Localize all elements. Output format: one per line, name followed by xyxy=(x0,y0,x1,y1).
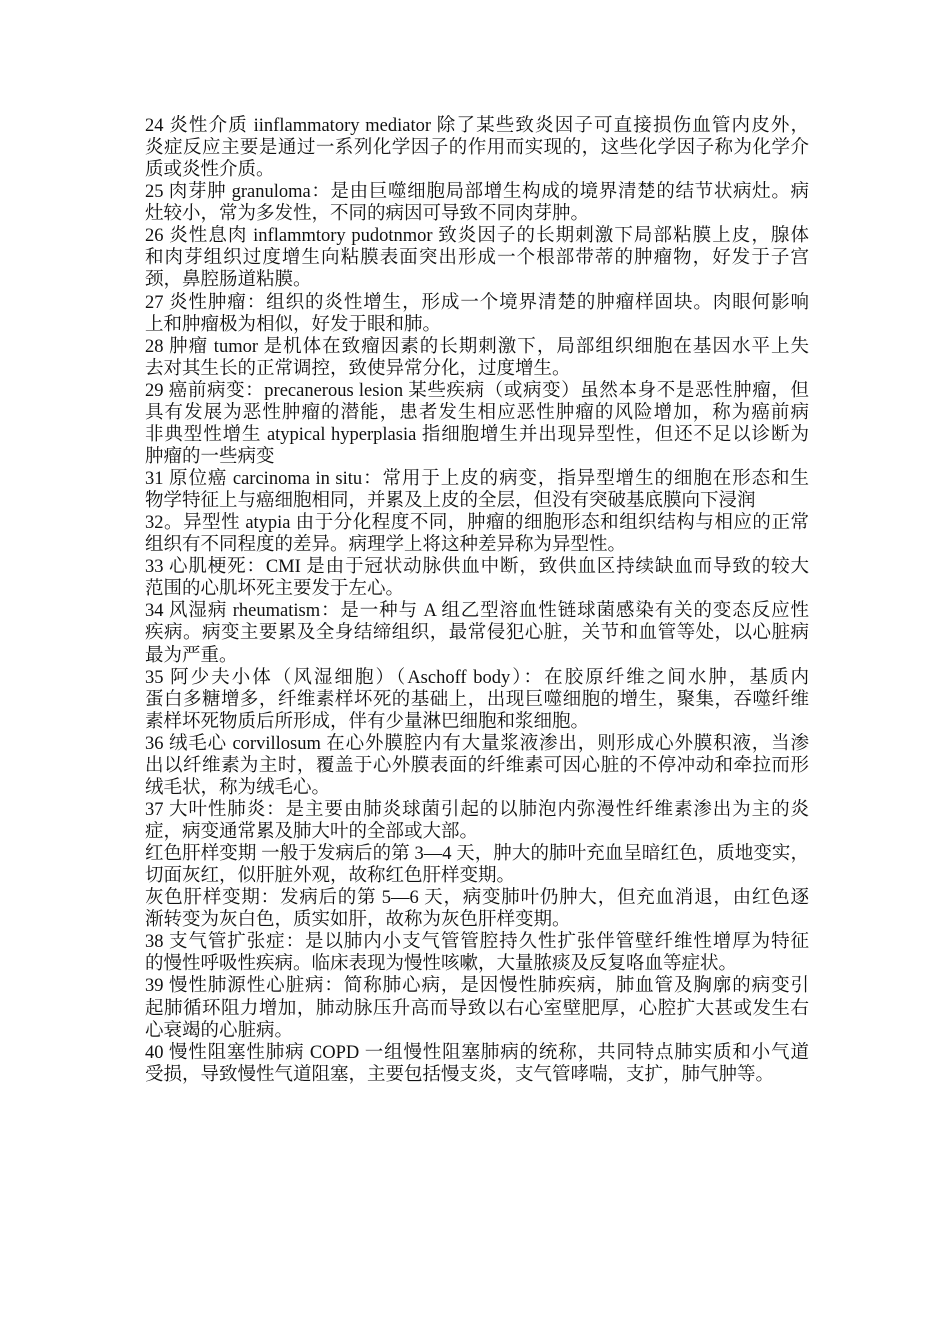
text-line: 去对其生长的正常调控，致使异常分化，过度增生。 xyxy=(145,358,571,379)
text-line: 29 癌前病变：precanerous lesion 某些疾病（或病变）虽然本身不是恶性肿瘤，但 xyxy=(145,380,809,401)
text-line: 素样坏死物质后所形成，伴有少量淋巴细胞和浆细胞。 xyxy=(145,711,590,732)
text-line: 起肺循环阻力增加，肺动脉压升高而导致以右心室壁肥厚，心腔扩大甚或发生右 xyxy=(145,998,809,1019)
text-line: 灰色肝样变期：发病后的第 5—6 天，病变肺叶仍肿大，但充血消退，由红色逐 xyxy=(145,888,809,909)
text-line: 非典型性增生 atypical hyperplasia 指细胞增生并出现异型性，但还不足以诊断为 xyxy=(145,424,809,445)
text-line: 物学特征上与癌细胞相同，并累及上皮的全层，但没有突破基底膜向下浸润 xyxy=(145,491,756,512)
text-line: 具有发展为恶性肿瘤的潜能，患者发生相应恶性肿瘤的风险增加，称为癌前病 xyxy=(145,402,809,423)
text-line: 炎症反应主要是通过一系列化学因子的作用而实现的，这些化学因子称为化学介 xyxy=(145,138,809,159)
text-line: 绒毛状，称为绒毛心。 xyxy=(145,777,331,798)
text-line: 最为严重。 xyxy=(145,645,238,666)
text-line: 38 支气管扩张症：是以肺内小支气管管腔持久性扩张伴管壁纤维性增厚为特征 xyxy=(145,932,809,953)
text-line: 疾病。病变主要累及全身结缔组织，最常侵犯心脏，关节和血管等处，以心脏病 xyxy=(145,623,809,644)
text-line: 40 慢性阻塞性肺病 COPD 一组慢性阻塞肺病的统称，共同特点肺实质和小气道 xyxy=(145,1042,809,1063)
text-line: 27 炎性肿瘤：组织的炎性增生，形成一个境界清楚的肿瘤样固块。肉眼何影响 xyxy=(145,292,809,313)
text-line: 症，病变通常累及肺大叶的全部或大部。 xyxy=(145,822,479,842)
text-line: 质或炎性介质。 xyxy=(145,160,275,181)
text-line: 的慢性呼吸性疾病。临床表现为慢性咳嗽，大量脓痰及反复咯血等症状。 xyxy=(145,954,738,975)
text-line: 心衰竭的心脏病。 xyxy=(145,1020,294,1041)
text-line: 颈，鼻腔肠道粘膜。 xyxy=(145,270,312,291)
text-line: 出以纤维素为主时，覆盖于心外膜表面的纤维素可因心脏的不停冲动和牵拉而形 xyxy=(145,755,809,776)
text-line: 35 阿少夫小体（风湿细胞）（Aschoff body）：在胶原纤维之间水肿，基质内 xyxy=(145,667,809,688)
text-line: 上和肿瘤极为相似，好发于眼和肺。 xyxy=(145,314,442,335)
text-line: 36 绒毛心 corvillosum 在心外膜腔内有大量浆液渗出，则形成心外膜积液，当渗 xyxy=(145,733,809,754)
text-line: 肿瘤的一些病变 xyxy=(145,446,275,467)
text-line: 28 肿瘤 tumor 是机体在致瘤因素的长期刺激下，局部组织细胞在基因水平上失 xyxy=(145,336,809,357)
text-line: 灶较小，常为多发性，不同的病因可导致不同肉芽肿。 xyxy=(145,204,590,225)
text-line: 和肉芽组织过度增生向粘膜表面突出形成一个根部带蒂的肿瘤物，好发于子宫 xyxy=(145,248,809,269)
text-line: 受损，导致慢性气道阻塞，主要包括慢支炎，支气管哮喘，支扩，肺气肿等。 xyxy=(145,1064,775,1085)
text-line: 24 炎性介质 iinflammatory mediator 除了某些致炎因子可直接损伤血管内皮外， xyxy=(145,116,809,136)
text-line: 32。异型性 atypia 由于分化程度不同，肿瘤的细胞形态和组织结构与相应的正常 xyxy=(145,513,809,534)
text-line: 红色肝样变期 一般于发病后的第 3—4 天，肿大的肺叶充血呈暗红色，质地变实， xyxy=(145,844,809,865)
text-line: 25 肉芽肿 granuloma：是由巨噬细胞局部增生构成的境界清楚的结节状病灶。病 xyxy=(145,182,809,203)
text-line: 渐转变为灰白色，质实如肝，故称为灰色肝样变期。 xyxy=(145,910,571,931)
text-line: 切面灰红，似肝脏外观，故称红色肝样变期。 xyxy=(145,866,516,887)
text-line: 蛋白多糖增多，纤维素样坏死的基础上，出现巨噬细胞的增生，聚集，吞噬纤维 xyxy=(145,689,809,710)
text-line: 34 风湿病 rheumatism：是一种与 A 组乙型溶血性链球菌感染有关的变态反应性 xyxy=(145,601,809,622)
text-line: 37 大叶性肺炎：是主要由肺炎球菌引起的以肺泡内弥漫性纤维素渗出为主的炎 xyxy=(145,799,809,820)
text-line: 26 炎性息肉 inflammtory pudotnmor 致炎因子的长期刺激下局部粘膜上皮，腺体 xyxy=(145,226,809,247)
text-line: 范围的心肌坏死主要发于左心。 xyxy=(145,579,405,600)
text-line: 31 原位癌 carcinoma in situ：常用于上皮的病变，指异型增生的细胞在形态和生 xyxy=(145,469,809,489)
document-body xyxy=(145,115,809,1086)
text-line: 39 慢性肺源性心脏病：简称肺心病，是因慢性肺疾病，肺血管及胸廓的病变引 xyxy=(145,976,809,997)
text-line: 33 心肌梗死：CMI 是由于冠状动脉供血中断，致供血区持续缺血而导致的较大 xyxy=(145,557,809,578)
text-line: 组织有不同程度的差异。病理学上将这种差异称为异型性。 xyxy=(145,535,627,556)
